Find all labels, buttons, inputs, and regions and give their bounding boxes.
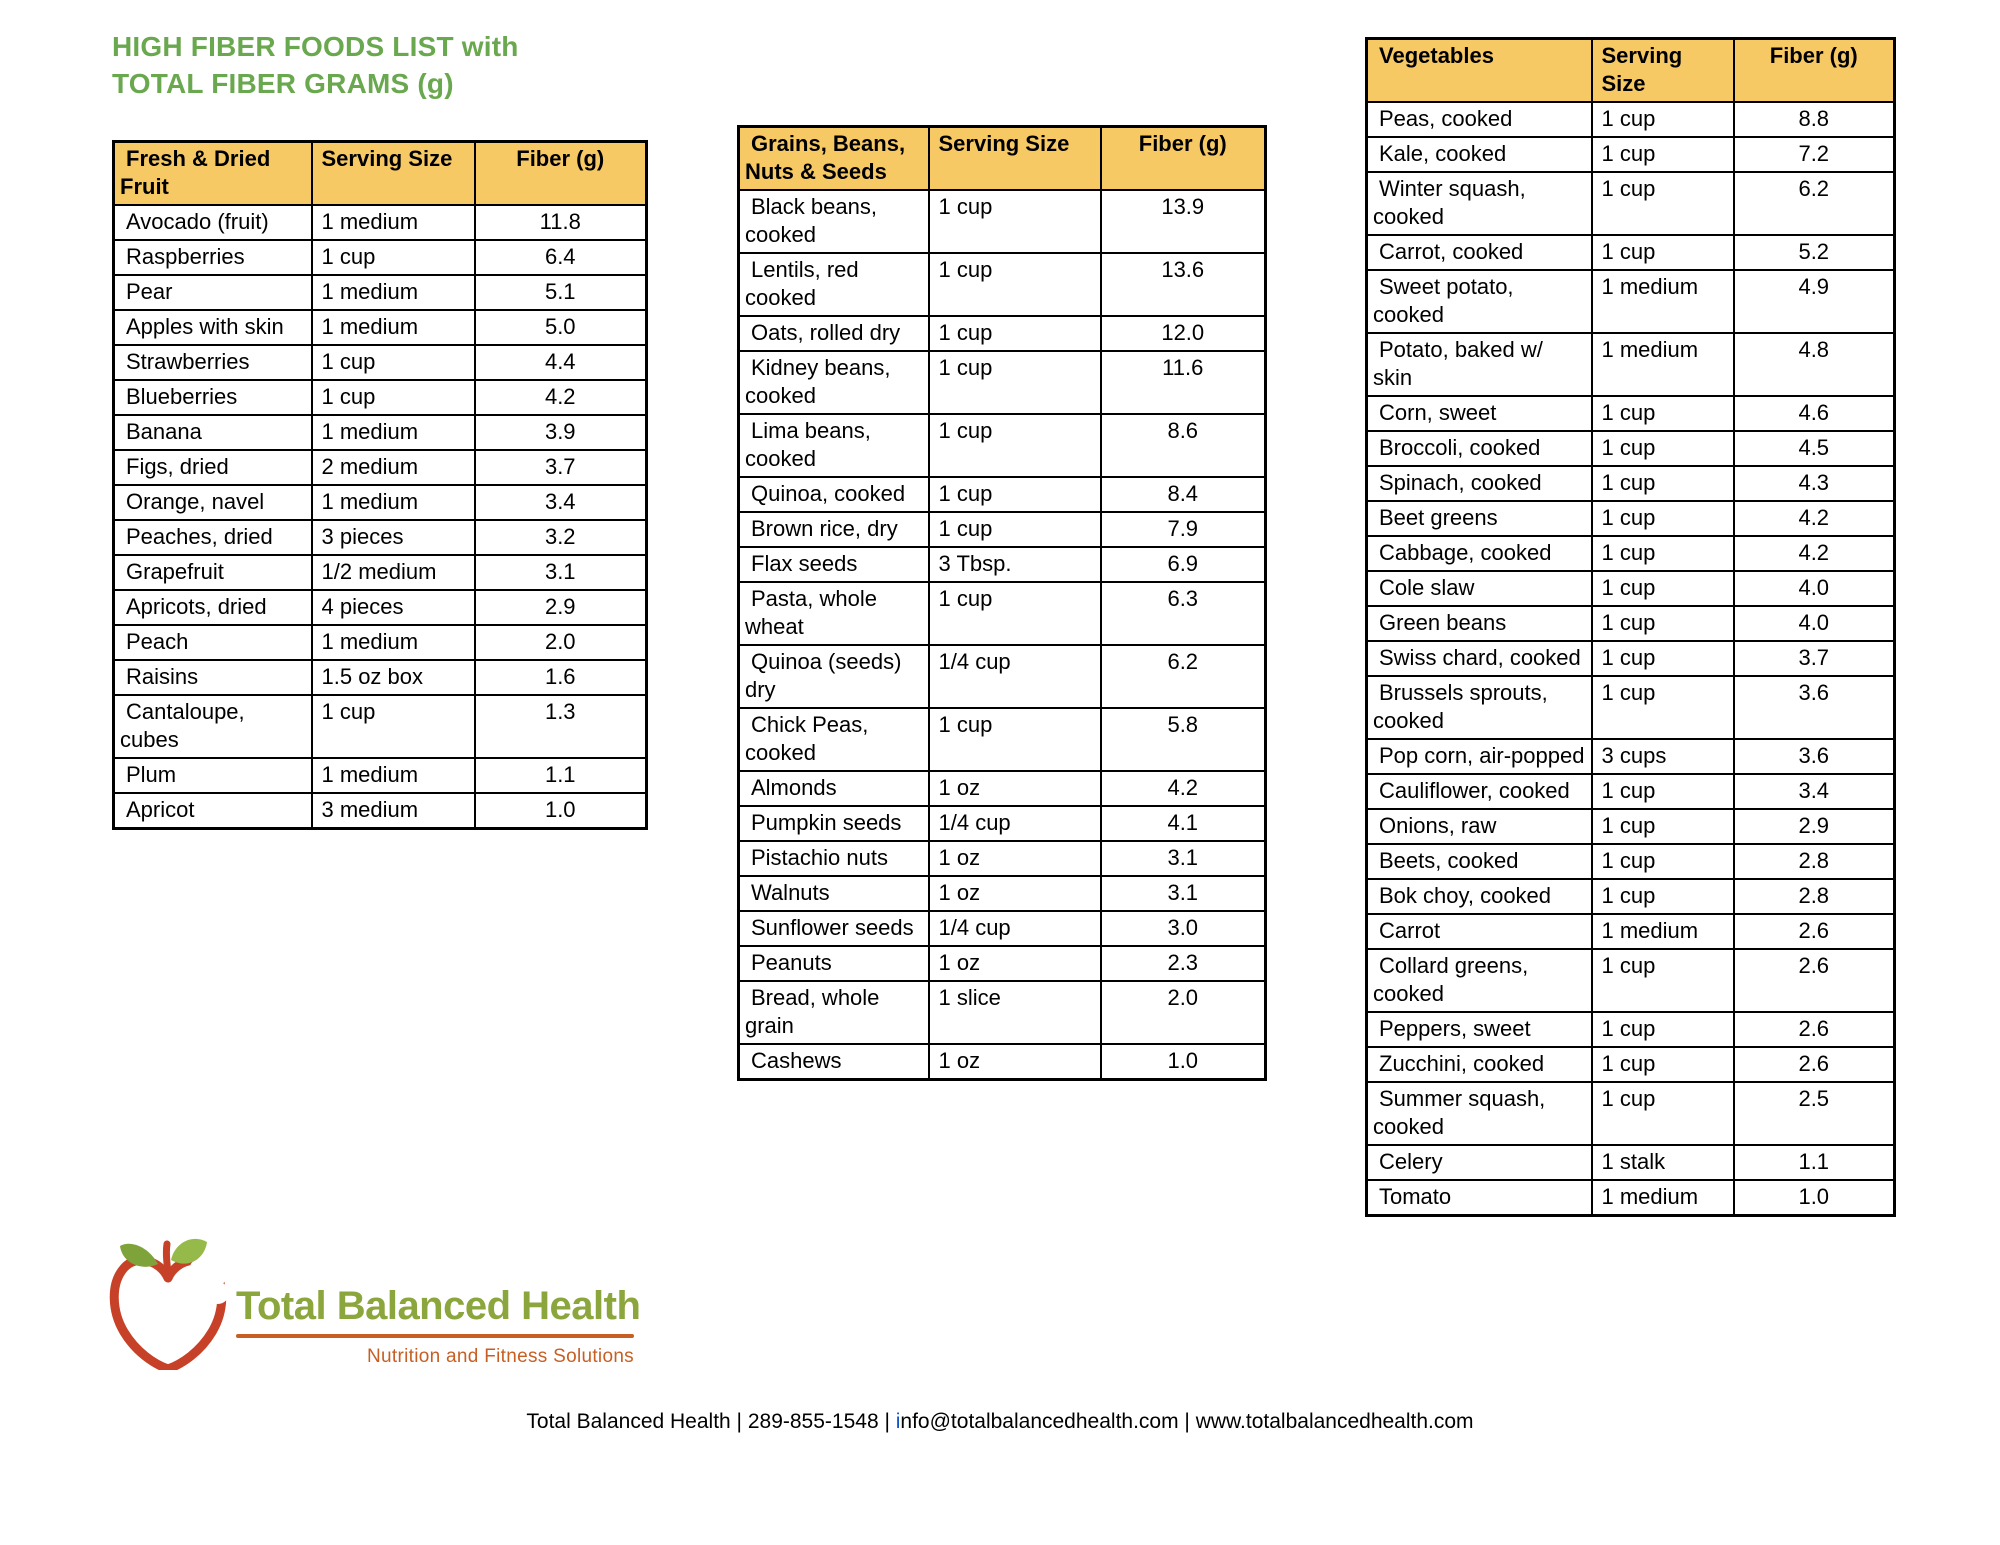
food-name-cell: Cabbage, cooked	[1367, 536, 1592, 571]
logo-name: Total Balanced Health	[236, 1284, 641, 1328]
serving-size-cell: 1 oz	[929, 946, 1101, 981]
food-name-cell: Pistachio nuts	[739, 841, 929, 876]
serving-size-cell: 1 medium	[1592, 1180, 1734, 1216]
fiber-value-cell: 3.4	[475, 485, 647, 520]
fiber-value-cell: 2.3	[1101, 946, 1266, 981]
serving-size-cell: 3 Tbsp.	[929, 547, 1101, 582]
table-row	[1367, 1145, 1895, 1180]
table-row	[114, 380, 647, 415]
food-name-cell: Peaches, dried	[114, 520, 312, 555]
serving-size-cell: 1 cup	[1592, 571, 1734, 606]
fiber-value-cell: 4.2	[1734, 536, 1895, 571]
fiber-value-cell: 3.1	[1101, 841, 1266, 876]
fruit-table-header-category: Fresh & Dried Fruit	[114, 142, 312, 206]
serving-size-cell: 1 cup	[1592, 137, 1734, 172]
table-row	[739, 946, 1266, 981]
serving-size-cell: 1 cup	[1592, 102, 1734, 137]
food-name-cell: Carrot, cooked	[1367, 235, 1592, 270]
serving-size-cell: 1 cup	[929, 253, 1101, 316]
fiber-value-cell: 2.6	[1734, 1047, 1895, 1082]
food-name-cell: Figs, dried	[114, 450, 312, 485]
table-row	[114, 625, 647, 660]
serving-size-cell: 1 cup	[929, 414, 1101, 477]
fruit-table-body	[114, 205, 647, 829]
fiber-value-cell: 11.6	[1101, 351, 1266, 414]
food-name-cell: Celery	[1367, 1145, 1592, 1180]
fiber-value-cell: 2.8	[1734, 844, 1895, 879]
table-row	[739, 547, 1266, 582]
fiber-value-cell: 12.0	[1101, 316, 1266, 351]
vegetables-table-header-serving: Serving Size	[1592, 39, 1734, 103]
food-name-cell: Flax seeds	[739, 547, 929, 582]
page-title	[112, 28, 519, 102]
serving-size-cell: 1/4 cup	[929, 806, 1101, 841]
table-row	[739, 414, 1266, 477]
serving-size-cell: 1 cup	[929, 351, 1101, 414]
fiber-value-cell: 1.6	[475, 660, 647, 695]
vegetables-table-header-category: Vegetables	[1367, 39, 1592, 103]
serving-size-cell: 1 cup	[929, 708, 1101, 771]
food-name-cell: Pear	[114, 275, 312, 310]
table-row	[739, 708, 1266, 771]
table-row	[114, 695, 647, 758]
table-row	[114, 240, 647, 275]
food-name-cell: Winter squash, cooked	[1367, 172, 1592, 235]
fiber-value-cell: 2.6	[1734, 1012, 1895, 1047]
food-name-cell: Cole slaw	[1367, 571, 1592, 606]
fiber-value-cell: 2.0	[475, 625, 647, 660]
table-row	[1367, 914, 1895, 949]
fiber-value-cell: 5.2	[1734, 235, 1895, 270]
grains-table	[737, 125, 1267, 1081]
serving-size-cell: 1 cup	[1592, 501, 1734, 536]
grains-table-body	[739, 190, 1266, 1080]
table-row	[739, 512, 1266, 547]
table-row	[114, 345, 647, 380]
serving-size-cell: 1 medium	[312, 205, 475, 240]
food-name-cell: Cashews	[739, 1044, 929, 1080]
fiber-value-cell: 4.3	[1734, 466, 1895, 501]
serving-size-cell: 1 stalk	[1592, 1145, 1734, 1180]
food-name-cell: Beet greens	[1367, 501, 1592, 536]
food-name-cell: Beets, cooked	[1367, 844, 1592, 879]
food-name-cell: Green beans	[1367, 606, 1592, 641]
table-row	[114, 485, 647, 520]
serving-size-cell: 1 cup	[1592, 1047, 1734, 1082]
serving-size-cell: 1 medium	[312, 275, 475, 310]
fiber-value-cell: 11.8	[475, 205, 647, 240]
fruit-table-header-row	[114, 142, 647, 206]
fiber-value-cell: 3.9	[475, 415, 647, 450]
fiber-value-cell: 7.9	[1101, 512, 1266, 547]
table-row	[739, 806, 1266, 841]
fiber-value-cell: 4.6	[1734, 396, 1895, 431]
table-row	[739, 351, 1266, 414]
food-name-cell: Spinach, cooked	[1367, 466, 1592, 501]
food-name-cell: Peanuts	[739, 946, 929, 981]
fiber-value-cell: 1.0	[475, 793, 647, 829]
table-row	[114, 590, 647, 625]
food-name-cell: Corn, sweet	[1367, 396, 1592, 431]
table-row	[739, 981, 1266, 1044]
fiber-value-cell: 1.3	[475, 695, 647, 758]
table-row	[1367, 676, 1895, 739]
food-name-cell: Kidney beans, cooked	[739, 351, 929, 414]
grains-table-header-row	[739, 127, 1266, 191]
table-row	[1367, 270, 1895, 333]
table-row	[739, 190, 1266, 253]
vegetables-table-header-fiber: Fiber (g)	[1734, 39, 1895, 103]
serving-size-cell: 1 slice	[929, 981, 1101, 1044]
table-row	[1367, 949, 1895, 1012]
food-name-cell: Potato, baked w/ skin	[1367, 333, 1592, 396]
table-row	[1367, 1047, 1895, 1082]
table-row	[1367, 641, 1895, 676]
food-name-cell: Oats, rolled dry	[739, 316, 929, 351]
serving-size-cell: 1 cup	[1592, 235, 1734, 270]
serving-size-cell: 1 medium	[1592, 270, 1734, 333]
food-name-cell: Tomato	[1367, 1180, 1592, 1216]
serving-size-cell: 1 cup	[929, 477, 1101, 512]
table-row	[1367, 844, 1895, 879]
serving-size-cell: 1 cup	[1592, 172, 1734, 235]
fiber-value-cell: 8.4	[1101, 477, 1266, 512]
food-name-cell: Apricots, dried	[114, 590, 312, 625]
fiber-value-cell: 1.1	[475, 758, 647, 793]
fiber-value-cell: 4.9	[1734, 270, 1895, 333]
table-row	[1367, 571, 1895, 606]
food-name-cell: Quinoa (seeds) dry	[739, 645, 929, 708]
table-row	[739, 645, 1266, 708]
fiber-value-cell: 5.8	[1101, 708, 1266, 771]
table-row	[1367, 235, 1895, 270]
fiber-value-cell: 3.2	[475, 520, 647, 555]
food-name-cell: Avocado (fruit)	[114, 205, 312, 240]
food-name-cell: Apples with skin	[114, 310, 312, 345]
food-name-cell: Carrot	[1367, 914, 1592, 949]
table-row	[114, 660, 647, 695]
table-row	[114, 205, 647, 240]
food-name-cell: Pumpkin seeds	[739, 806, 929, 841]
food-name-cell: Zucchini, cooked	[1367, 1047, 1592, 1082]
food-name-cell: Peppers, sweet	[1367, 1012, 1592, 1047]
table-row	[1367, 1082, 1895, 1145]
footer-email-first-letter: i	[895, 1410, 901, 1433]
logo-tagline: Nutrition and Fitness Solutions	[367, 1346, 634, 1367]
food-name-cell: Orange, navel	[114, 485, 312, 520]
serving-size-cell: 1 oz	[929, 771, 1101, 806]
fiber-value-cell: 4.2	[1734, 501, 1895, 536]
fiber-value-cell: 2.5	[1734, 1082, 1895, 1145]
food-name-cell: Lima beans, cooked	[739, 414, 929, 477]
fiber-value-cell: 3.7	[1734, 641, 1895, 676]
serving-size-cell: 1 cup	[929, 582, 1101, 645]
table-row	[739, 582, 1266, 645]
fiber-value-cell: 6.4	[475, 240, 647, 275]
table-row	[114, 520, 647, 555]
fiber-value-cell: 2.9	[1734, 809, 1895, 844]
serving-size-cell: 1 cup	[1592, 879, 1734, 914]
serving-size-cell: 1 medium	[312, 625, 475, 660]
table-row	[1367, 396, 1895, 431]
food-name-cell: Brussels sprouts, cooked	[1367, 676, 1592, 739]
serving-size-cell: 1 oz	[929, 1044, 1101, 1080]
serving-size-cell: 1 medium	[312, 758, 475, 793]
fiber-value-cell: 2.6	[1734, 914, 1895, 949]
food-name-cell: Swiss chard, cooked	[1367, 641, 1592, 676]
food-name-cell: Raisins	[114, 660, 312, 695]
serving-size-cell: 1/4 cup	[929, 645, 1101, 708]
table-row	[114, 415, 647, 450]
serving-size-cell: 1 cup	[929, 316, 1101, 351]
food-name-cell: Broccoli, cooked	[1367, 431, 1592, 466]
food-name-cell: Kale, cooked	[1367, 137, 1592, 172]
food-name-cell: Plum	[114, 758, 312, 793]
serving-size-cell: 1 medium	[1592, 333, 1734, 396]
vegetables-table-header-row	[1367, 39, 1895, 103]
fiber-value-cell: 6.9	[1101, 547, 1266, 582]
serving-size-cell: 1 cup	[312, 380, 475, 415]
food-name-cell: Quinoa, cooked	[739, 477, 929, 512]
food-name-cell: Banana	[114, 415, 312, 450]
table-row	[1367, 501, 1895, 536]
food-name-cell: Strawberries	[114, 345, 312, 380]
grains-table-header-fiber: Fiber (g)	[1101, 127, 1266, 191]
serving-size-cell: 1 medium	[312, 415, 475, 450]
table-row	[1367, 774, 1895, 809]
fiber-value-cell: 4.2	[1101, 771, 1266, 806]
table-row	[114, 310, 647, 345]
serving-size-cell: 1/4 cup	[929, 911, 1101, 946]
food-name-cell: Peas, cooked	[1367, 102, 1592, 137]
serving-size-cell: 1 oz	[929, 876, 1101, 911]
fiber-value-cell: 4.2	[475, 380, 647, 415]
fiber-value-cell: 8.8	[1734, 102, 1895, 137]
table-row	[1367, 879, 1895, 914]
logo-text-block	[236, 1284, 641, 1368]
fiber-value-cell: 13.6	[1101, 253, 1266, 316]
table-row	[1367, 809, 1895, 844]
fiber-value-cell: 3.1	[475, 555, 647, 590]
table-row	[739, 1044, 1266, 1080]
table-row	[1367, 606, 1895, 641]
table-row	[739, 876, 1266, 911]
fiber-value-cell: 2.9	[475, 590, 647, 625]
serving-size-cell: 4 pieces	[312, 590, 475, 625]
fiber-value-cell: 6.2	[1734, 172, 1895, 235]
serving-size-cell: 1 cup	[1592, 774, 1734, 809]
food-name-cell: Grapefruit	[114, 555, 312, 590]
fiber-value-cell: 2.6	[1734, 949, 1895, 1012]
food-name-cell: Peach	[114, 625, 312, 660]
page-title-line1: HIGH FIBER FOODS LIST with	[112, 31, 519, 62]
serving-size-cell: 1 cup	[312, 695, 475, 758]
serving-size-cell: 1 cup	[312, 240, 475, 275]
table-row	[1367, 466, 1895, 501]
food-name-cell: Raspberries	[114, 240, 312, 275]
fiber-value-cell: 2.8	[1734, 879, 1895, 914]
serving-size-cell: 1 cup	[1592, 641, 1734, 676]
table-row	[1367, 739, 1895, 774]
table-row	[739, 841, 1266, 876]
serving-size-cell: 3 medium	[312, 793, 475, 829]
grains-table-header-category: Grains, Beans, Nuts & Seeds	[739, 127, 929, 191]
fiber-value-cell: 4.4	[475, 345, 647, 380]
food-name-cell: Onions, raw	[1367, 809, 1592, 844]
food-name-cell: Almonds	[739, 771, 929, 806]
serving-size-cell: 1 cup	[1592, 466, 1734, 501]
table-row	[1367, 536, 1895, 571]
table-row	[114, 793, 647, 829]
fiber-value-cell: 4.1	[1101, 806, 1266, 841]
table-row	[1367, 172, 1895, 235]
fiber-value-cell: 1.1	[1734, 1145, 1895, 1180]
fiber-value-cell: 2.0	[1101, 981, 1266, 1044]
fiber-value-cell: 4.8	[1734, 333, 1895, 396]
table-row	[114, 450, 647, 485]
logo	[106, 1238, 641, 1370]
serving-size-cell: 1 medium	[1592, 914, 1734, 949]
fiber-value-cell: 3.0	[1101, 911, 1266, 946]
serving-size-cell: 1 cup	[1592, 949, 1734, 1012]
fiber-value-cell: 6.3	[1101, 582, 1266, 645]
serving-size-cell: 1 cup	[1592, 431, 1734, 466]
fiber-value-cell: 5.1	[475, 275, 647, 310]
serving-size-cell: 1 cup	[1592, 1012, 1734, 1047]
fiber-value-cell: 4.5	[1734, 431, 1895, 466]
food-name-cell: Bok choy, cooked	[1367, 879, 1592, 914]
fiber-value-cell: 8.6	[1101, 414, 1266, 477]
table-row	[739, 771, 1266, 806]
fruit-table	[112, 140, 648, 830]
fiber-value-cell: 3.7	[475, 450, 647, 485]
serving-size-cell: 1 cup	[1592, 1082, 1734, 1145]
table-row	[739, 253, 1266, 316]
grains-table-header-serving: Serving Size	[929, 127, 1101, 191]
table-row	[739, 477, 1266, 512]
serving-size-cell: 1 cup	[1592, 536, 1734, 571]
fiber-value-cell: 6.2	[1101, 645, 1266, 708]
table-row	[1367, 137, 1895, 172]
food-name-cell: Collard greens, cooked	[1367, 949, 1592, 1012]
fiber-value-cell: 7.2	[1734, 137, 1895, 172]
food-name-cell: Blueberries	[114, 380, 312, 415]
food-name-cell: Black beans, cooked	[739, 190, 929, 253]
footer-email: nfo@totalbalancedhealth.com	[900, 1410, 1179, 1433]
table-row	[739, 911, 1266, 946]
food-name-cell: Apricot	[114, 793, 312, 829]
food-name-cell: Bread, whole grain	[739, 981, 929, 1044]
fiber-value-cell: 3.1	[1101, 876, 1266, 911]
serving-size-cell: 3 pieces	[312, 520, 475, 555]
table-row	[114, 275, 647, 310]
table-row	[114, 555, 647, 590]
serving-size-cell: 1 cup	[1592, 844, 1734, 879]
fiber-value-cell: 5.0	[475, 310, 647, 345]
serving-size-cell: 3 cups	[1592, 739, 1734, 774]
serving-size-cell: 1/2 medium	[312, 555, 475, 590]
serving-size-cell: 1 cup	[929, 190, 1101, 253]
fiber-value-cell: 3.6	[1734, 676, 1895, 739]
fiber-value-cell: 13.9	[1101, 190, 1266, 253]
serving-size-cell: 1 medium	[312, 310, 475, 345]
food-name-cell: Sunflower seeds	[739, 911, 929, 946]
table-row	[739, 316, 1266, 351]
food-name-cell: Pop corn, air-popped	[1367, 739, 1592, 774]
page-title-line2: TOTAL FIBER GRAMS (g)	[112, 68, 454, 99]
table-row	[1367, 333, 1895, 396]
footer-website: | www.totalbalancedhealth.com	[1178, 1410, 1474, 1433]
food-name-cell: Walnuts	[739, 876, 929, 911]
logo-underline	[236, 1334, 634, 1338]
fruit-table-header-serving: Serving Size	[312, 142, 475, 206]
serving-size-cell: 1.5 oz box	[312, 660, 475, 695]
fruit-table-header-fiber: Fiber (g)	[475, 142, 647, 206]
serving-size-cell: 1 cup	[1592, 606, 1734, 641]
food-name-cell: Cantaloupe, cubes	[114, 695, 312, 758]
fiber-value-cell: 4.0	[1734, 571, 1895, 606]
fiber-value-cell: 3.6	[1734, 739, 1895, 774]
apple-logo-icon	[106, 1238, 230, 1370]
footer-contact-text: Total Balanced Health | 289-855-1548 |	[526, 1410, 896, 1433]
food-name-cell: Cauliflower, cooked	[1367, 774, 1592, 809]
table-row	[114, 758, 647, 793]
serving-size-cell: 1 cup	[1592, 396, 1734, 431]
serving-size-cell: 1 cup	[312, 345, 475, 380]
food-name-cell: Brown rice, dry	[739, 512, 929, 547]
serving-size-cell: 1 oz	[929, 841, 1101, 876]
table-row	[1367, 431, 1895, 466]
fiber-value-cell: 1.0	[1101, 1044, 1266, 1080]
table-row	[1367, 102, 1895, 137]
fiber-value-cell: 1.0	[1734, 1180, 1895, 1216]
serving-size-cell: 1 cup	[1592, 809, 1734, 844]
food-name-cell: Chick Peas, cooked	[739, 708, 929, 771]
serving-size-cell: 1 cup	[929, 512, 1101, 547]
table-row	[1367, 1180, 1895, 1216]
food-name-cell: Summer squash, cooked	[1367, 1082, 1592, 1145]
table-row	[1367, 1012, 1895, 1047]
serving-size-cell: 2 medium	[312, 450, 475, 485]
fiber-value-cell: 4.0	[1734, 606, 1895, 641]
footer	[0, 1408, 2000, 1436]
food-name-cell: Sweet potato, cooked	[1367, 270, 1592, 333]
fiber-value-cell: 3.4	[1734, 774, 1895, 809]
serving-size-cell: 1 medium	[312, 485, 475, 520]
food-name-cell: Pasta, whole wheat	[739, 582, 929, 645]
food-name-cell: Lentils, red cooked	[739, 253, 929, 316]
vegetables-table-body	[1367, 102, 1895, 1216]
serving-size-cell: 1 cup	[1592, 676, 1734, 739]
vegetables-table	[1365, 37, 1896, 1217]
